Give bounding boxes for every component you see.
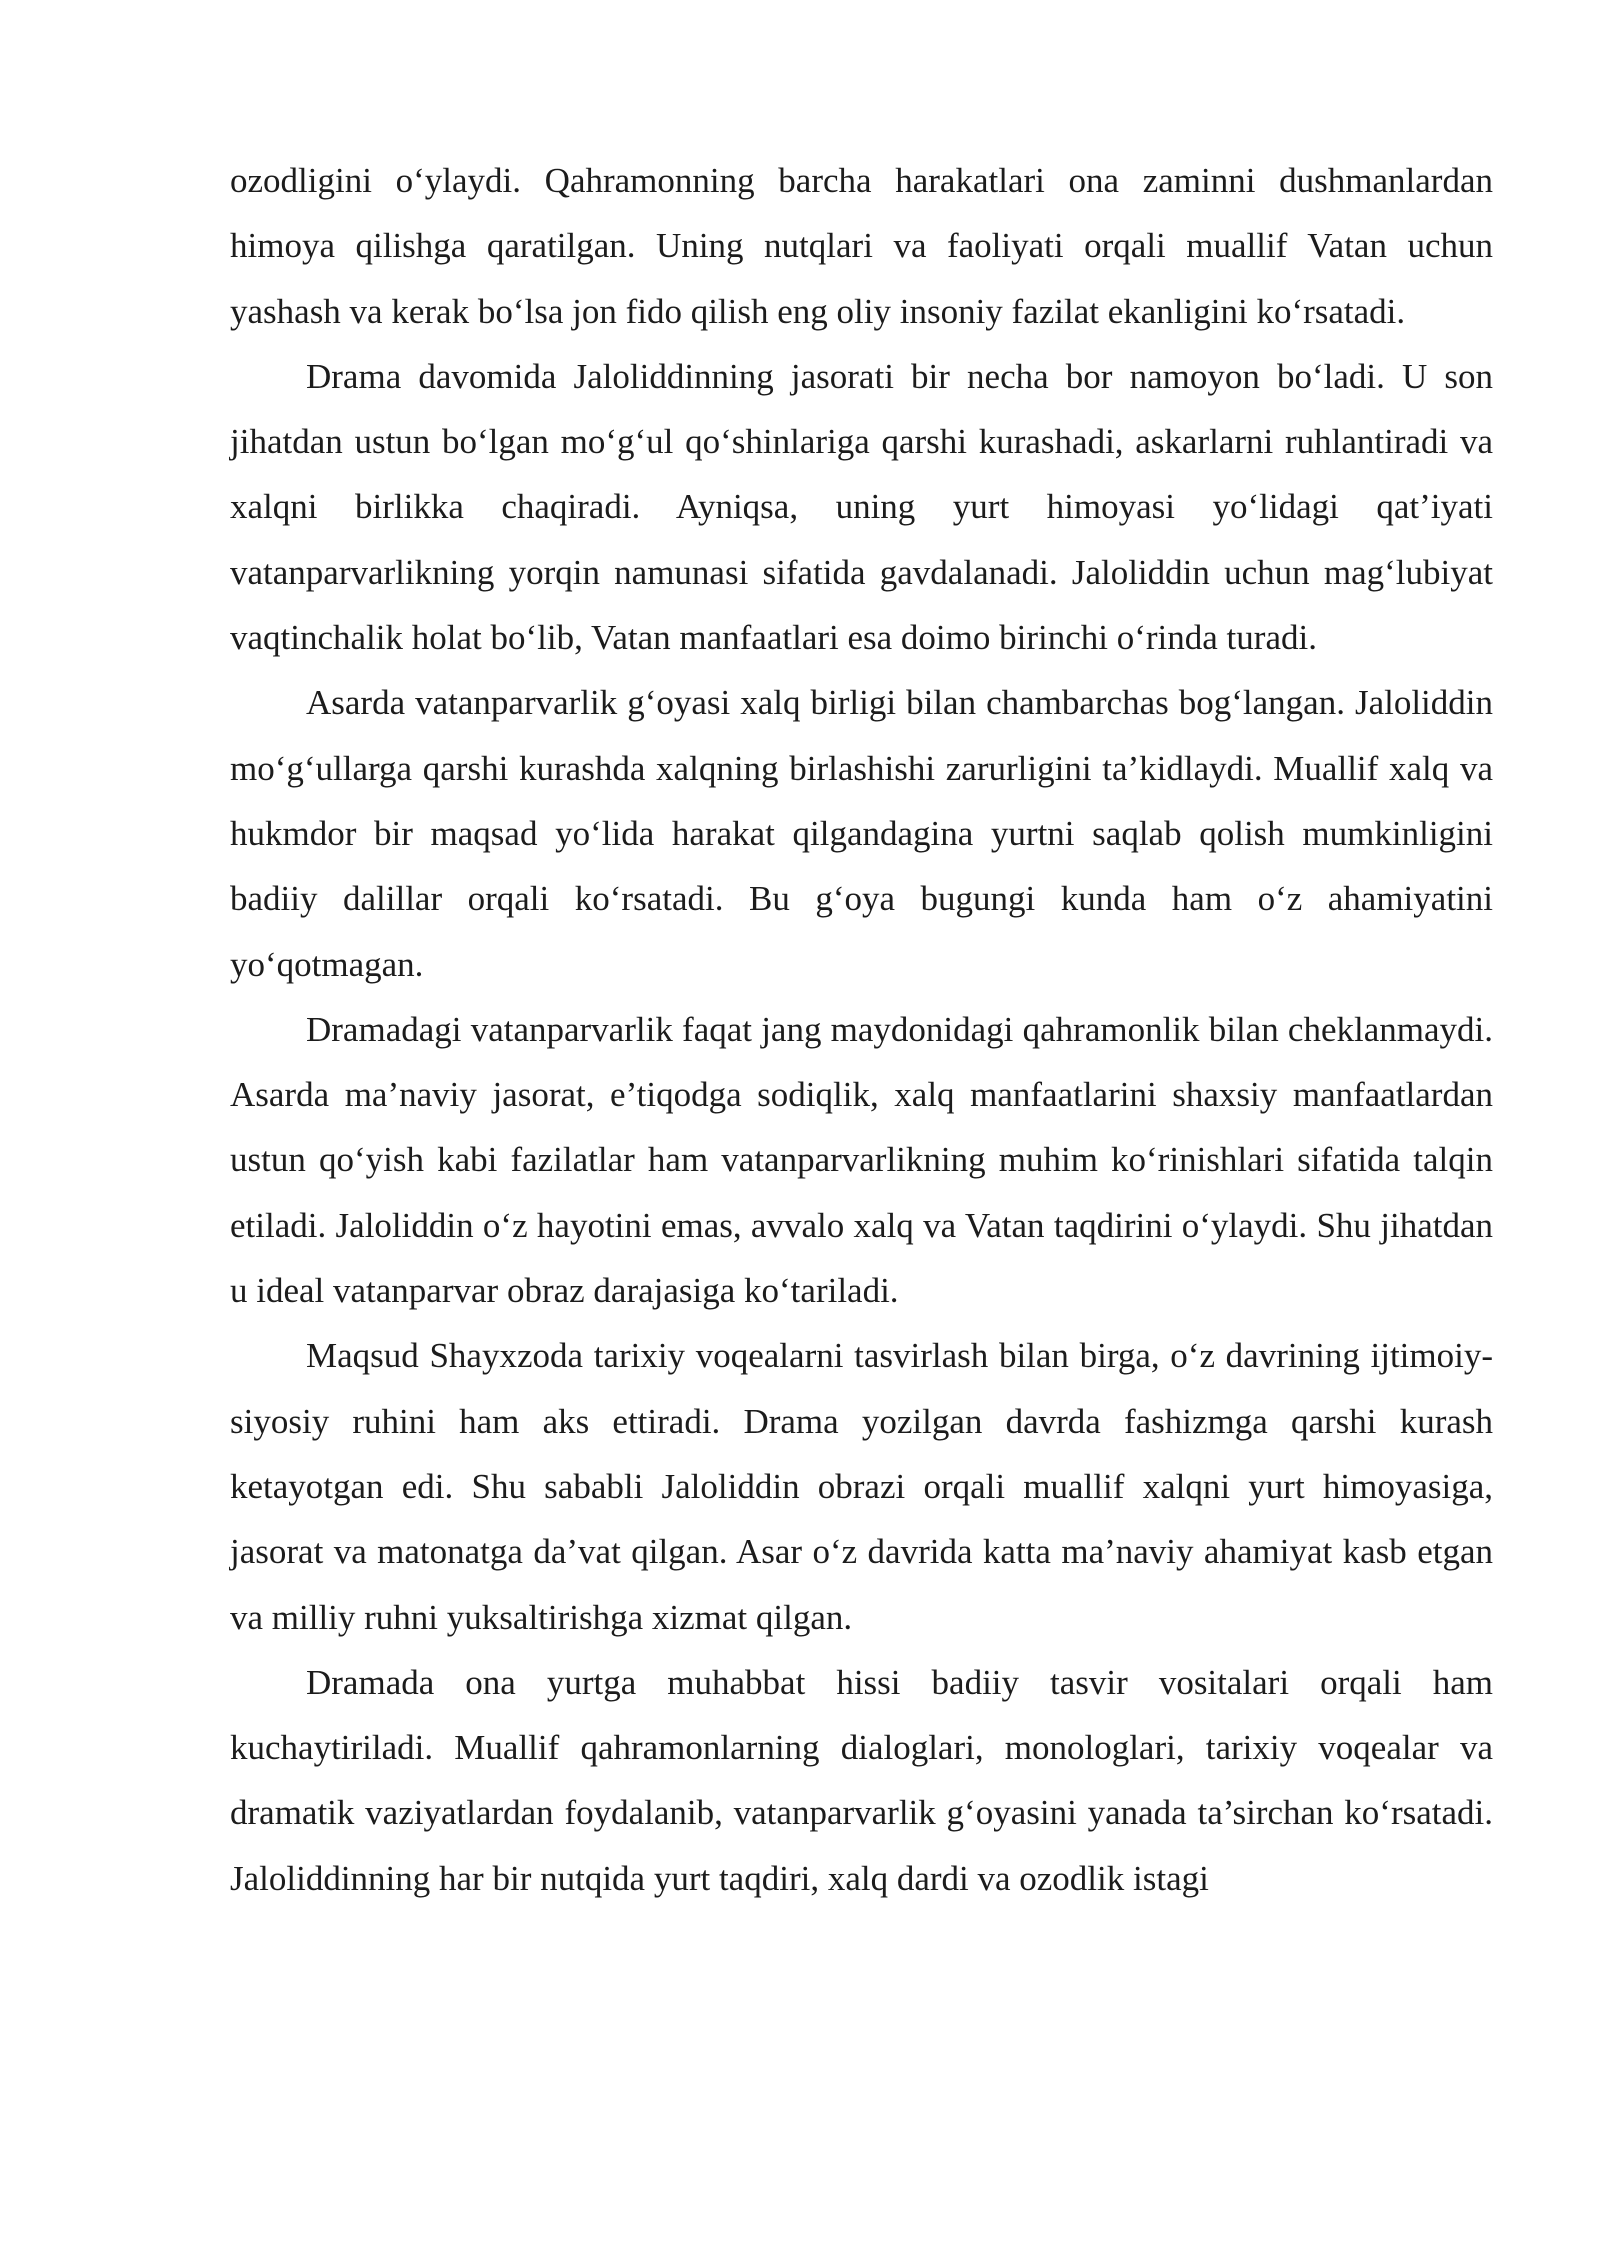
paragraph-ona-yurt: Dramada ona yurtga muhabbat hissi badiiy tasvir vositalari orqali ham kuchaytiriladi. Muallif qahramonlarning dialoglari, monologlari, tarixiy voqealar va dramatik vaziyatlardan foydalanib, vatanparvarlik g‘oyasini yanada ta’sirchan ko‘rsatadi. Jaloliddinning har bir nutqida yurt taqdiri, xalq dardi va ozodlik istagi bbox=[230, 1662, 1493, 1898]
paragraph-continuation: ozodligini o‘ylaydi. Qahramonning barcha harakatlari ona zaminni dushmanlardan himoya qilishga qaratilgan. Uning nutqlari va faoliyati orqali muallif Vatan uchun yashash va kerak bo‘lsa jon fido qilish eng oliy insoniy fazilat ekanligini ko‘rsatadi. bbox=[230, 161, 1493, 331]
paragraph-xalq-birligi: Asarda vatanparvarlik g‘oyasi xalq birligi bilan chambarchas bog‘langan. Jaloliddin mo‘g‘ullarga qarshi kurashda xalqning birlashishi zarurligini ta’kidlaydi. Muallif xalq va hukmdor bir maqsad yo‘lida harakat qilgandagina yurtni saqlab qolish mumkinligini badiiy dalillar orqali ko‘rsatadi. Bu g‘oya bugungi kunda ham o‘z ahamiyatini yo‘qotmagan. bbox=[230, 683, 1493, 984]
document-page bbox=[230, 148, 1493, 1911]
paragraph-jasorat: Drama davomida Jaloliddinning jasorati bir necha bor namoyon bo‘ladi. U son jihatdan ustun bo‘lgan mo‘g‘ul qo‘shinlariga qarshi kurashadi, askarlarni ruhlantiradi va xalqni birlikka chaqiradi. Ayniqsa, uning yurt himoyasi yo‘lidagi qat’iyati vatanparvarlikning yorqin namunasi sifatida gavdalanadi. Jaloliddin uchun mag‘lubiyat vaqtinchalik holat bo‘lib, Vatan manfaatlari esa doimo birinchi o‘rinda turadi. bbox=[230, 356, 1493, 658]
paragraph-tarixiy-voqealar: Maqsud Shayxzoda tarixiy voqealarni tasvirlash bilan birga, o‘z davrining ijtimoiy-siyosiy ruhini ham aks ettiradi. Drama yozilgan davrda fashizmga qarshi kurash ketayotgan edi. Shu sababli Jaloliddin obrazi orqali muallif xalqni yurt himoyasiga, jasorat va matonatga da’vat qilgan. Asar o‘z davrida katta ma’naviy ahamiyat kasb etgan va milliy ruhni yuksaltirishga xizmat qilgan. bbox=[230, 1336, 1493, 1637]
paragraph-manaviy-jasorat: Dramadagi vatanparvarlik faqat jang maydonidagi qahramonlik bilan cheklanmaydi. Asarda ma’naviy jasorat, e’tiqodga sodiqlik, xalq manfaatlarini shaxsiy manfaatlardan ustun qo‘yish kabi fazilatlar ham vatanparvarlikning muhim ko‘rinishlari sifatida talqin etiladi. Jaloliddin o‘z hayotini emas, avvalo xalq va Vatan taqdirini o‘ylaydi. Shu jihatdan u ideal vatanparvar obraz darajasiga ko‘tariladi. bbox=[230, 1009, 1493, 1311]
